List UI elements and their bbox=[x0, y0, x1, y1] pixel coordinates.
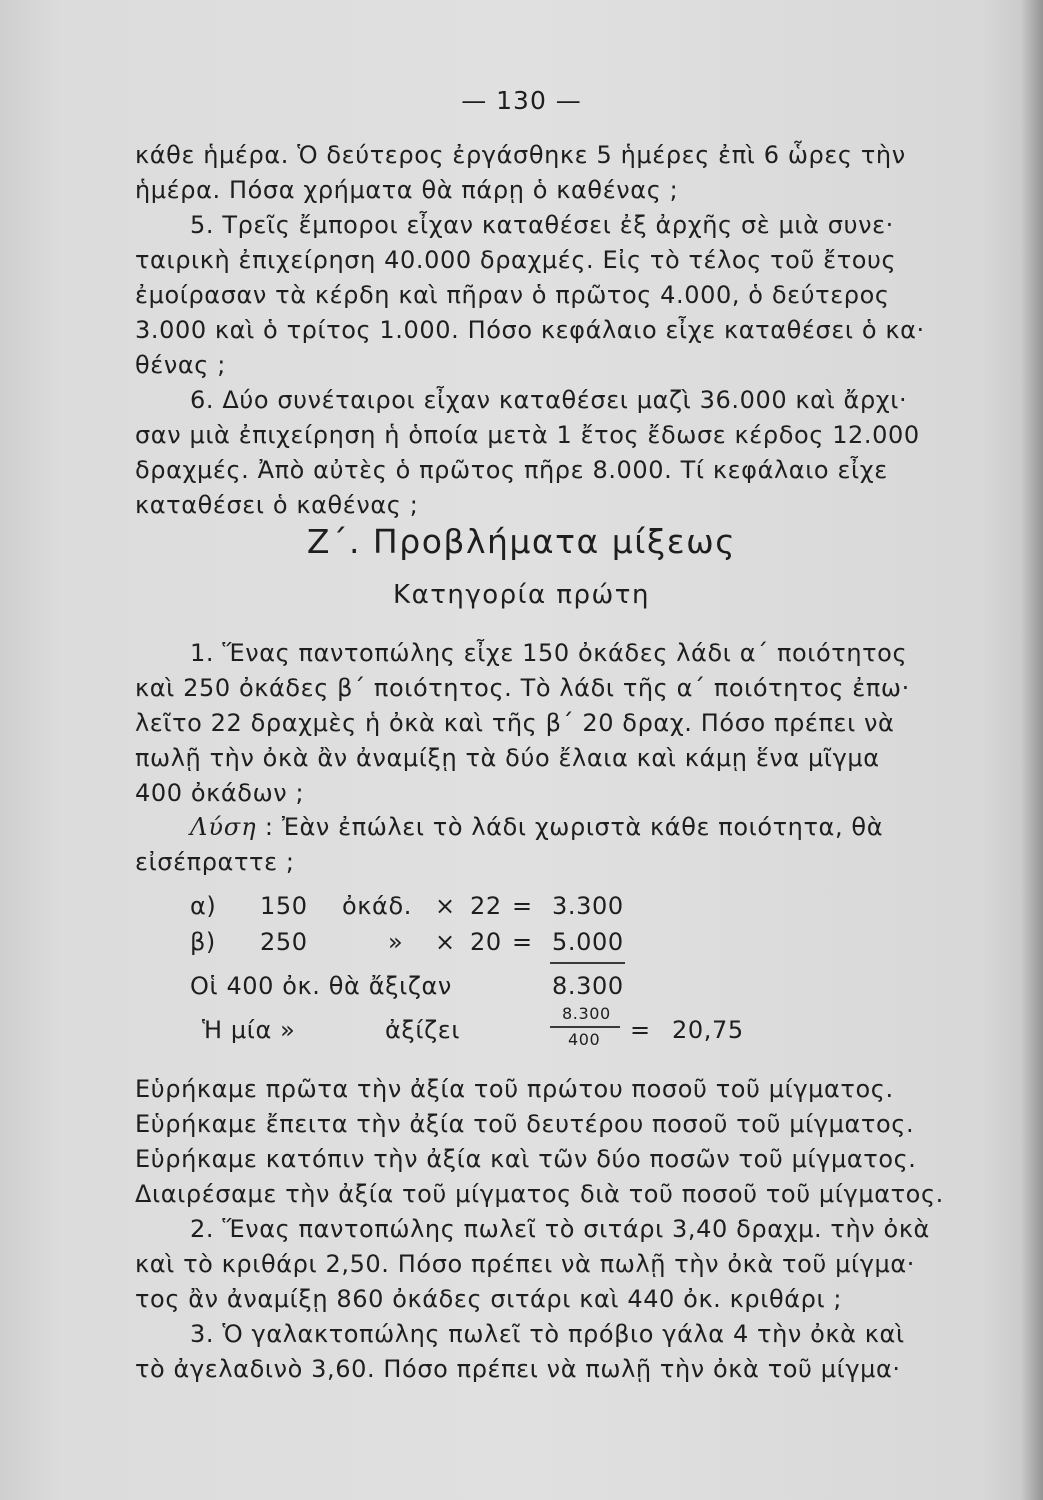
calc-unit-equals: = bbox=[630, 1016, 651, 1044]
solution-label: Λύση bbox=[190, 813, 257, 841]
text-line bbox=[135, 810, 997, 845]
text-line: 400 ὀκάδων ; bbox=[135, 779, 305, 807]
calc-row-b-times: × bbox=[435, 928, 456, 956]
text-line: σαν μιὰ ἐπιχείρηση ἡ ὁποία μετὰ 1 ἔτος ἔδωσε κέρδος 12.000 bbox=[135, 421, 920, 449]
text-line: καὶ τὸ κριθάρι 2,50. Πόσο πρέπει νὰ πωλῇ τὴν ὀκὰ τοῦ μίγμα· bbox=[135, 1250, 916, 1278]
text-line: καὶ 250 ὀκάδες β΄ ποιότητος. Τὸ λάδι τῆς α΄ ποιότητος ἐπω· bbox=[135, 674, 910, 702]
text-line: τος ἂν ἀναμίξῃ 860 ὀκάδες σιτάρι καὶ 440 ὀκ. κριθάρι ; bbox=[135, 1285, 843, 1313]
calc-row-a-result: 3.300 bbox=[552, 892, 624, 920]
sum-rule bbox=[550, 962, 625, 964]
calc-row-b-ditto: » bbox=[388, 928, 404, 956]
calc-row-a-label: α) bbox=[190, 892, 217, 920]
text-line: 3.000 καὶ ὁ τρίτος 1.000. Πόσο κεφάλαιο εἶχε καταθέσει ὁ κα· bbox=[135, 316, 925, 344]
text-line: 2. Ἕνας παντοπώλης πωλεῖ τὸ σιτάρι 3,40 δραχμ. τὴν ὀκὰ bbox=[190, 1215, 930, 1243]
calc-row-a-price: 22 bbox=[470, 892, 502, 920]
solution-text: : Ἐὰν ἐπώλει τὸ λάδι χωριστὰ κάθε ποιότητα, θὰ bbox=[264, 813, 884, 841]
text-line: θένας ; bbox=[135, 351, 226, 379]
text-line: 6. Δύο συνέταιροι εἶχαν καταθέσει μαζὶ 36.000 καὶ ἄρχι· bbox=[190, 386, 908, 414]
calc-total-text: Οἱ 400 ὀκ. θὰ ἄξιζαν bbox=[190, 972, 452, 1000]
text-line: κάθε ἡμέρα. Ὁ δεύτερος ἐργάσθηκε 5 ἡμέρες ἐπὶ 6 ὧρες τὴν bbox=[135, 141, 906, 169]
calc-unit-text: Ἡ μία » bbox=[202, 1016, 296, 1044]
text-line: ἐμοίρασαν τὰ κέρδη καὶ πῆραν ὁ πρῶτος 4.000, ὁ δεύτερος bbox=[135, 281, 890, 309]
text-line: δραχμές. Ἀπὸ αὐτὲς ὁ πρῶτος πῆρε 8.000. Τί κεφάλαιο εἶχε bbox=[135, 456, 888, 484]
text-line: 1. Ἕνας παντοπώλης εἶχε 150 ὀκάδες λάδι α΄ ποιότητος bbox=[190, 639, 908, 667]
text-line: ἡμέρα. Πόσα χρήματα θὰ πάρῃ ὁ καθένας ; bbox=[135, 176, 679, 204]
section-title: Ζ΄. Προβλήματα μίξεως bbox=[306, 522, 737, 561]
text-line: καταθέσει ὁ καθένας ; bbox=[135, 491, 419, 519]
subsection-title: Κατηγορία πρώτη bbox=[393, 580, 650, 610]
calc-row-a-qty: 150 bbox=[260, 892, 308, 920]
calc-row-a-equals: = bbox=[512, 892, 533, 920]
text-line: Εὑρήκαμε ἔπειτα τὴν ἀξία τοῦ δευτέρου ποσοῦ τοῦ μίγματος. bbox=[135, 1110, 915, 1138]
page-number: — 130 — bbox=[461, 86, 582, 115]
calc-row-b-equals: = bbox=[512, 928, 533, 956]
fraction-bar bbox=[550, 1026, 620, 1028]
page-edge-shadow bbox=[1021, 0, 1043, 1500]
problem-2 bbox=[135, 1212, 997, 1317]
text-line: Εὑρήκαμε κατόπιν τὴν ἀξία καὶ τῶν δύο ποσῶν τοῦ μίγματος. bbox=[135, 1145, 917, 1173]
text-line: λεῖτο 22 δραχμὲς ἡ ὀκὰ καὶ τῆς β΄ 20 δραχ. Πόσο πρέπει νὰ bbox=[135, 709, 895, 737]
calc-row-a-times: × bbox=[435, 892, 456, 920]
problem-1 bbox=[135, 636, 997, 811]
text-line: εἰσέπραττε ; bbox=[135, 848, 295, 876]
problem-3 bbox=[135, 1317, 997, 1387]
calc-row-b-label: β) bbox=[190, 928, 216, 956]
fraction-numerator: 8.300 bbox=[562, 1004, 611, 1023]
text-line: 3. Ὁ γαλακτοπώλης πωλεῖ τὸ πρόβιο γάλα 4 τὴν ὀκὰ καὶ bbox=[190, 1320, 905, 1348]
text-line: Διαιρέσαμε τὴν ἀξία τοῦ μίγματος διὰ τοῦ ποσοῦ τοῦ μίγματος. bbox=[135, 1180, 944, 1208]
text-block-previous-problems bbox=[135, 138, 997, 523]
summary-steps bbox=[135, 1072, 997, 1212]
calc-total-value: 8.300 bbox=[552, 972, 624, 1000]
calc-unit-verb: ἀξίζει bbox=[385, 1016, 461, 1044]
text-line: ταιρικὴ ἐπιχείρηση 40.000 δραχμές. Εἰς τὸ τέλος τοῦ ἔτους bbox=[135, 246, 897, 274]
fraction-denominator: 400 bbox=[568, 1030, 601, 1049]
text-line: τὸ ἀγελαδινὸ 3,60. Πόσο πρέπει νὰ πωλῇ τὴν ὀκὰ τοῦ μίγμα· bbox=[135, 1355, 901, 1383]
calc-row-b-price: 20 bbox=[470, 928, 502, 956]
calc-row-a-unit: ὀκάδ. bbox=[342, 892, 412, 920]
calculation-block bbox=[190, 892, 790, 1062]
text-line: 5. Τρεῖς ἔμποροι εἶχαν καταθέσει ἐξ ἀρχῆς σὲ μιὰ συνε· bbox=[190, 211, 894, 239]
calc-row-b-qty: 250 bbox=[260, 928, 308, 956]
text-line: πωλῇ τὴν ὀκὰ ἂν ἀναμίξῃ τὰ δύο ἔλαια καὶ κάμῃ ἕνα μῖγμα bbox=[135, 744, 880, 772]
text-line: Εὑρήκαμε πρῶτα τὴν ἀξία τοῦ πρώτου ποσοῦ τοῦ μίγματος. bbox=[135, 1075, 894, 1103]
solution-intro bbox=[135, 810, 997, 880]
calc-row-b-result: 5.000 bbox=[552, 928, 624, 956]
calc-unit-result: 20,75 bbox=[672, 1016, 744, 1044]
